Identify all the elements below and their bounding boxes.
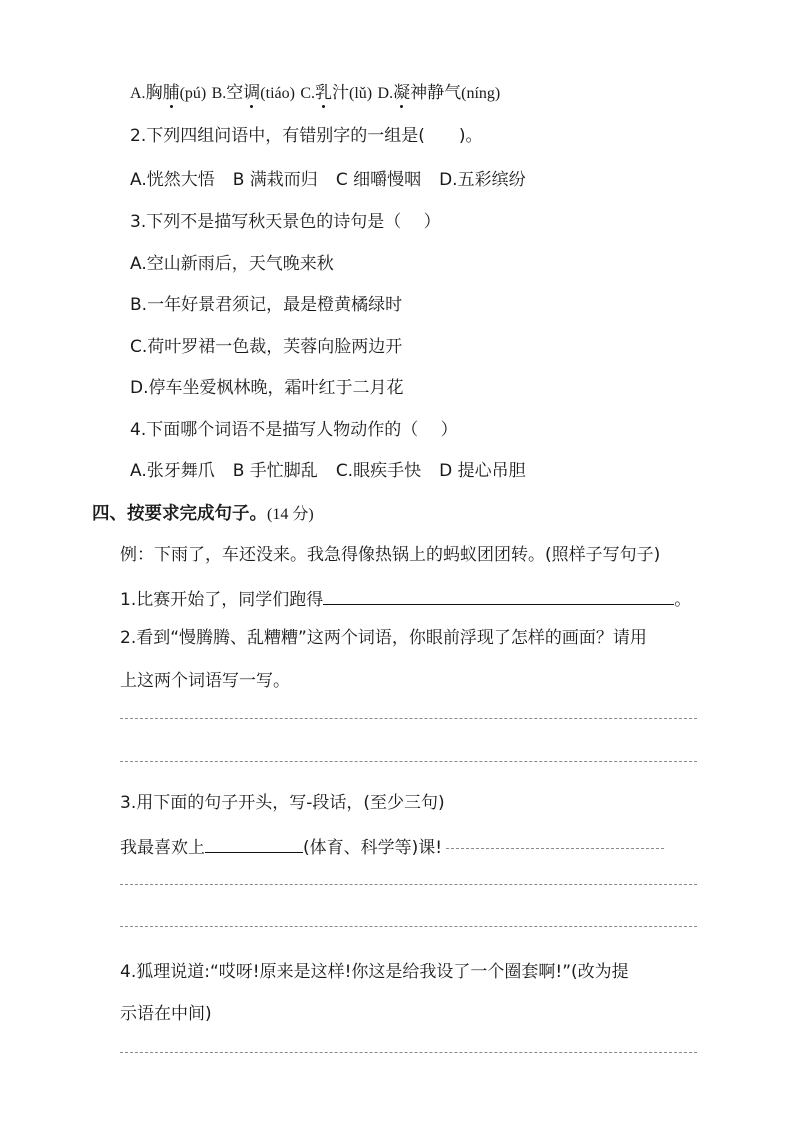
q2-stem: 2.下列四组问语中，有错别字的一组是( )。 xyxy=(130,126,483,146)
q1-option-c-label: C. xyxy=(300,85,316,102)
q1-option-a-pinyin: (pú) xyxy=(179,85,207,102)
q1-option-d-char1-dotted: 凝 xyxy=(393,83,411,103)
item3-answer-line-inline[interactable] xyxy=(446,848,664,849)
section4-item3-stem: 3.用下面的句子开头，写-段话，(至少三句) xyxy=(120,793,445,813)
q4-option-c: C.眼疾手快 xyxy=(335,461,422,481)
q1-option-a-char1: 胸 xyxy=(145,83,163,103)
section4-example: 例：下雨了，车还没来。我急得像热锅上的蚂蚁团团转。(照样子写句子) xyxy=(120,545,661,565)
q1-option-d-rest: 神静气 xyxy=(410,83,462,103)
item1-suffix: 。 xyxy=(674,590,692,610)
q1-option-d-label: D. xyxy=(377,85,394,102)
q3-option-b: B.一年好景君须记，最是橙黄橘绿时 xyxy=(130,295,403,315)
q2-option-d: D.五彩缤纷 xyxy=(439,170,526,190)
q4-options-row xyxy=(130,460,526,482)
q4-stem: 4.下面哪个词语不是描写人物动作的（ ） xyxy=(130,420,458,440)
q1-options-row xyxy=(130,82,500,105)
q2-option-a: A.恍然大悟 xyxy=(130,170,215,190)
section4-item2-line2: 上这两个词语写一写。 xyxy=(120,671,290,691)
item3-answer-line-2[interactable] xyxy=(120,926,697,927)
q2-option-b: B 满栽而归 xyxy=(232,170,318,190)
section4-heading xyxy=(92,503,314,526)
q2-options-row xyxy=(130,169,526,191)
q4-option-d: D 提心吊胆 xyxy=(439,461,526,481)
q1-option-a-label: A. xyxy=(130,85,146,102)
item3-suffix: (体育、科学等)课! xyxy=(303,838,443,858)
q1-option-a-char2-dotted: 脯 xyxy=(162,83,180,103)
item3-prefix: 我最喜欢上 xyxy=(120,838,205,858)
q1-option-b-char2-dotted: 调 xyxy=(243,83,261,103)
q1-option-b-label: B. xyxy=(211,85,227,102)
section4-score: (14 分) xyxy=(267,506,314,523)
item1-answer-blank[interactable] xyxy=(323,586,674,605)
q4-option-b: B 手忙脚乱 xyxy=(232,461,318,481)
q1-option-c-char1-dotted: 乳 xyxy=(315,83,333,103)
q2-option-c: C 细嚼慢咽 xyxy=(335,170,422,190)
item3-subject-blank[interactable] xyxy=(205,834,303,853)
section4-title: 四、按要求完成句子。 xyxy=(92,504,267,524)
section4-item1 xyxy=(120,586,691,611)
item1-prefix: 1.比赛开始了，同学们跑得 xyxy=(120,590,324,610)
q3-stem: 3.下列不是描写秋天景色的诗句是（ ） xyxy=(130,212,441,232)
q3-option-a: A.空山新雨后，天气晚来秋 xyxy=(130,254,334,274)
q3-option-c: C.荷叶罗裙一色裁，芙蓉向脸两边开 xyxy=(130,337,403,357)
item3-answer-line-1[interactable] xyxy=(120,884,697,885)
section4-item2-line1: 2.看到“慢腾腾、乱糟糟”这两个词语，你眼前浮现了怎样的画面？请用 xyxy=(120,628,647,648)
section4-item3-prompt xyxy=(120,834,697,859)
q1-option-b-char1: 空 xyxy=(226,83,244,103)
q1-option-c-pinyin: (lǔ) xyxy=(349,85,373,102)
q1-option-d-pinyin: (níng) xyxy=(461,85,501,102)
item2-answer-line-2[interactable] xyxy=(120,761,697,762)
section4-item4-line2: 示语在中间) xyxy=(120,1004,212,1024)
q4-option-a: A.张牙舞爪 xyxy=(130,461,215,481)
q3-option-d: D.停车坐爱枫林晚，霜叶红于二月花 xyxy=(130,378,404,398)
section4-item4-line1: 4.狐理说道:“哎呀!原来是这样!你这是给我设了一个圈套啊!”(改为提 xyxy=(120,962,629,982)
item4-answer-line[interactable] xyxy=(120,1052,697,1053)
item2-answer-line-1[interactable] xyxy=(120,718,697,719)
q1-option-b-pinyin: (tiáo) xyxy=(260,85,295,102)
q1-option-c-char2: 汁 xyxy=(332,83,350,103)
